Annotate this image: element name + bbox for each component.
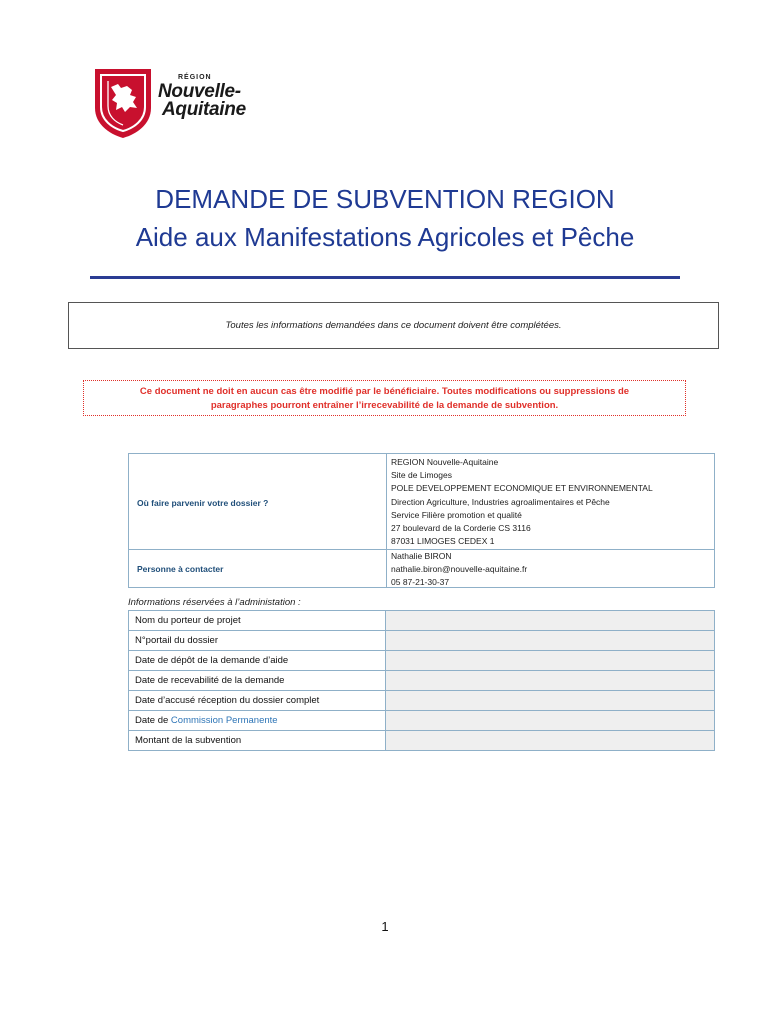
contact-table: [128, 453, 715, 588]
row-value-field[interactable]: [386, 671, 715, 691]
table-row: [129, 671, 715, 691]
submission-address: [391, 456, 653, 548]
row-value-field[interactable]: [386, 611, 715, 631]
admin-caption: Informations réservées à l’administation :: [128, 597, 301, 608]
table-row: [129, 651, 715, 671]
logo-name-line2: Aquitaine: [162, 99, 246, 120]
address-line: Service Filière promotion et qualité: [391, 509, 522, 520]
row-label-prefix: Date de: [135, 715, 171, 726]
contact-person-label: Personne à contacter: [137, 564, 224, 574]
region-logo: [92, 66, 262, 140]
row-label: Date d’accusé réception du dossier complet: [129, 691, 386, 711]
notice-box: [68, 302, 719, 349]
address-line: REGION Nouvelle-Aquitaine: [391, 457, 499, 467]
address-line: 87031 LIMOGES CEDEX 1: [391, 536, 495, 547]
address-line: Site de Limoges: [391, 470, 452, 481]
document-subtitle: Aide aux Manifestations Agricoles et Pêche: [135, 222, 635, 252]
row-value-field[interactable]: [386, 711, 715, 731]
submission-address-label: Où faire parvenir votre dossier ?: [137, 498, 269, 508]
address-line: POLE DEVELOPPEMENT ECONOMIQUE ET ENVIRONNEMENTAL: [391, 483, 653, 494]
warning-line-2: paragraphes pourront entraîner l’irrecevabilité de la demande de subvention.: [210, 400, 559, 411]
contact-name: Nathalie BIRON: [391, 551, 452, 561]
lion-shield-icon: [92, 66, 154, 140]
contact-person: [391, 550, 527, 590]
page-number: 1: [381, 919, 389, 934]
table-row: [129, 611, 715, 631]
table-row: [129, 631, 715, 651]
admin-table: [128, 610, 715, 751]
row-value-field[interactable]: [386, 651, 715, 671]
row-value-field[interactable]: [386, 631, 715, 651]
document-title: DEMANDE DE SUBVENTION REGION: [155, 184, 615, 214]
row-label: N°portail du dossier: [129, 631, 386, 651]
logo-name-line1: Nouvelle-: [158, 81, 241, 102]
row-label: Date de dépôt de la demande d’aide: [129, 651, 386, 671]
table-divider: [386, 454, 387, 587]
contact-phone: 05 87-21-30-37: [391, 577, 450, 588]
row-value-field[interactable]: [386, 691, 715, 711]
row-label: Date de recevabilité de la demande: [129, 671, 386, 691]
table-row: [129, 691, 715, 711]
title-divider: [90, 276, 680, 279]
table-row: [129, 711, 715, 731]
address-line: Direction Agriculture, Industries agroalimentaires et Pêche: [391, 496, 610, 507]
address-line: 27 boulevard de la Corderie CS 3116: [391, 522, 531, 533]
warning-box: [83, 380, 686, 416]
notice-text: Toutes les informations demandées dans ce document doivent être complétées.: [225, 320, 562, 331]
row-label: Nom du porteur de projet: [129, 611, 386, 631]
warning-line-1: Ce document ne doit en aucun cas être modifié par le bénéficiaire. Toutes modifications ou suppressions de: [139, 386, 630, 397]
commission-permanente-link[interactable]: Commission Permanente: [170, 715, 278, 726]
row-label: Montant de la subvention: [129, 731, 386, 751]
logo-region-label: RÉGION: [178, 74, 212, 81]
row-label: [129, 711, 386, 731]
table-row: [129, 731, 715, 751]
contact-email: nathalie.biron@nouvelle-aquitaine.fr: [391, 564, 528, 575]
row-value-field[interactable]: [386, 731, 715, 751]
